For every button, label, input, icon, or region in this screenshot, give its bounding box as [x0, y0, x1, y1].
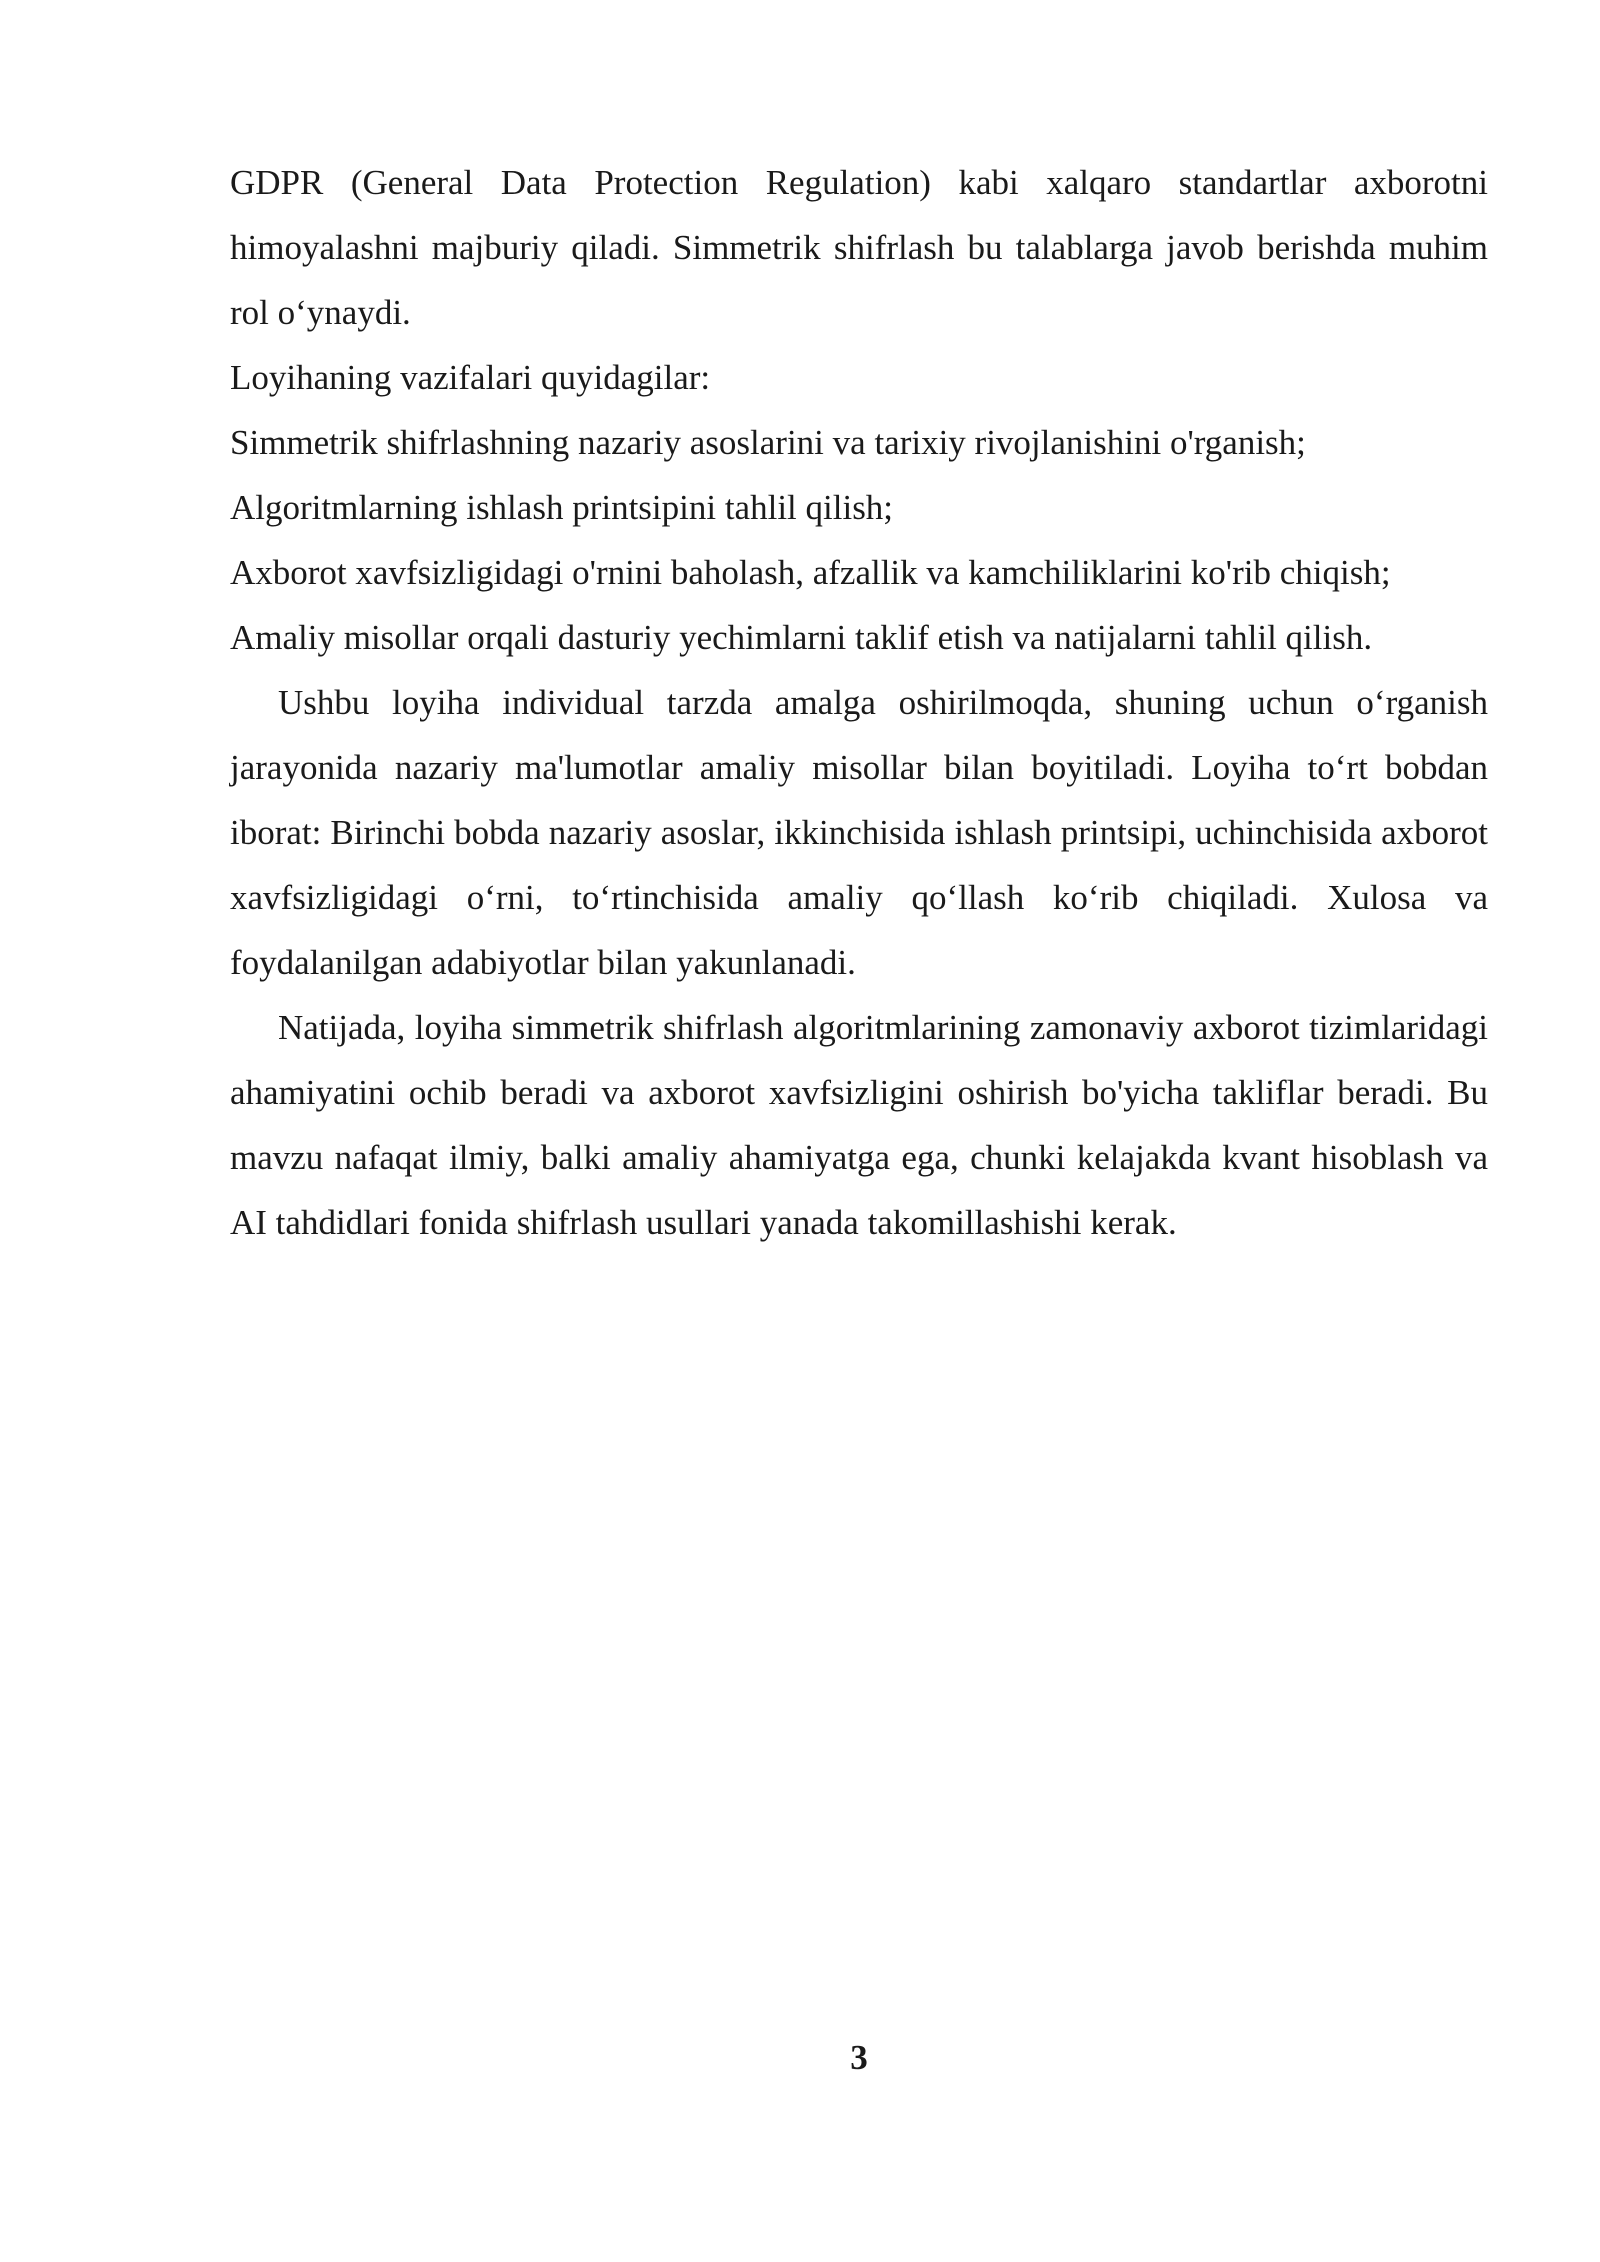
paragraph-conclusion: Natijada, loyiha simmetrik shifrlash algoritmlarining zamonaviy axborot tizimlaridagi ahamiyatini ochib beradi va axborot xavfsizligini oshirish bo'yicha takliflar beradi. Bu mavzu nafaqat ilmiy, balki amaliy ahamiyatga ega, chunki kelajakda kvant hisoblash va AI tahdidlari fonida shifrlash usullari yanada takomillashishi kerak. [230, 1008, 1488, 1242]
tasks-intro: Loyihaning vazifalari quyidagilar: [230, 358, 711, 397]
tasks-list [230, 410, 1488, 670]
paragraph-gdpr: GDPR (General Data Protection Regulation) kabi xalqaro standartlar axborotni himoyalashni majburiy qiladi. Simmetrik shifrlash bu talablarga javob berishda muhim rol o‘ynaydi. [230, 163, 1488, 332]
list-item: Algoritmlarning ishlash printsipini tahlil qilish; [230, 488, 894, 527]
list-item: Amaliy misollar orqali dasturiy yechimlarni taklif etish va natijalarni tahlil qilish. [230, 618, 1373, 657]
paragraph-project-structure: Ushbu loyiha individual tarzda amalga oshirilmoqda, shuning uchun o‘rganish jarayonida nazariy ma'lumotlar amaliy misollar bilan boyitiladi. Loyiha to‘rt bobdan iborat: Birinchi bobda nazariy asoslar, ikkinchisida ishlash printsipi, uchinchisida axborot xavfsizligidagi o‘rni, to‘rtinchisida amaliy qo‘llash ko‘rib chiqiladi. Xulosa va foydalanilgan adabiyotlar bilan yakunlanadi. [230, 683, 1488, 982]
page-number: 3 [850, 2038, 868, 2077]
list-item: Axborot xavfsizligidagi o'rnini baholash, afzallik va kamchiliklarini ko'rib chiqish; [230, 553, 1391, 592]
page-body [230, 150, 1488, 1255]
list-item: Simmetrik shifrlashning nazariy asoslarini va tarixiy rivojlanishini o'rganish; [230, 423, 1306, 462]
